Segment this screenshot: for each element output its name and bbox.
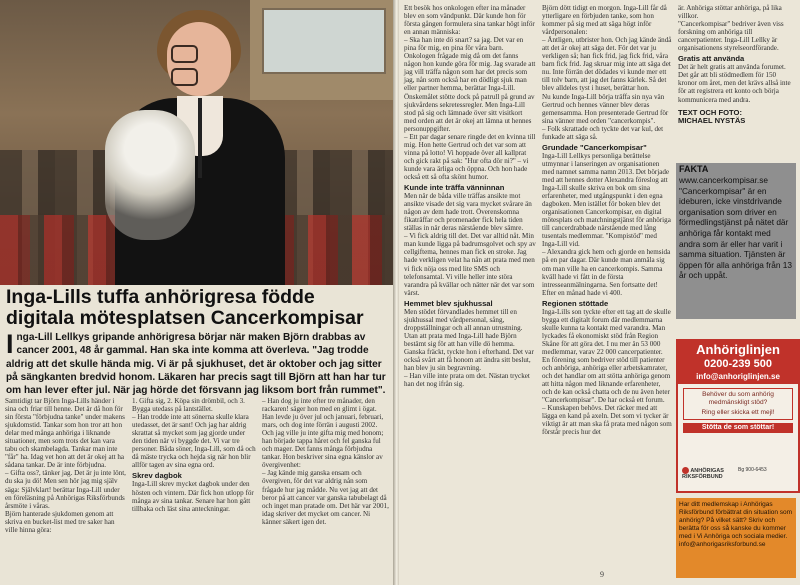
subheading: Regionen stöttade (542, 298, 609, 308)
ad-email: info@anhoriglinjen.se (678, 371, 798, 384)
ad-cta: Stötta de som stöttar! (683, 423, 793, 433)
ad-logos (682, 467, 792, 487)
article-headline: Inga-Lills tuffa anhörigresa födde digitala mötesplatsen Cancerkompisar (6, 286, 364, 329)
subheading: Kunde inte träffa vänninnan (404, 183, 505, 193)
ad-phone: 0200-239 500 (678, 358, 798, 371)
left-page (0, 0, 393, 585)
drop-cap: I (6, 329, 14, 359)
speaker-figure (115, 10, 285, 285)
anhoriglinjen-ad (676, 339, 800, 493)
bankgiro-info: Bg 900-6453 (738, 467, 767, 473)
subheading: Grundade "Cancerkompisar" (542, 142, 647, 152)
glasses (171, 45, 227, 61)
left-column-1: Samtidigt tar Björn Inga-Lills händer i sina och friar till henne. Det är då hon för sin första "förbjudna tanke" under makens sjukdomstid. Tankar som hon tror att hon delar med många anhöriga i liknande situationer, men som trots det kan vara tabu och skambelagda. Tankar man inte "får" ha. Idag vet hon att det är okej att ha sådana tankar. De är inte förbjudna. – Gifta oss?, tänker jag. Det är ju inte lönt, du ska ju dö! Men sen hör jag mig själv säga: Självklart! berättar Inga-Lill under en föreläsning på Anhörigas Riksförbunds årsmöte i våras. Björn hanterade sjukdomen genom att skriva en bucket-list med tre saker han ville hinna göra: (5, 397, 126, 534)
left-column-3: – Han dog ju inte efter tre månader, den rackaren! säger hon med en glimt i ögat. Han levde ju över jul och januari, februari, mars, och dog inte förrän i augusti 2002. Och jag ville ju inte gifta mig med honom; han började tappa håret och fel ganska ful och mager. Det fanns många förbjudna tankar. Hon beskriver sina egna känslor av övergivenhet: – Jag kände mig ganska ensam och övergiven, för det var aldrig nån som frågade hur jag mådde. Nu vet jag att det beror på att cancer var ganska tabubelagt då och inget man pratade om. Det här var 2001, idag skriver det mycket om cancer. Ni känner säkert igen det. (262, 397, 389, 526)
photo-credit-label: TEXT OCH FOTO: (678, 107, 742, 117)
right-column-2: Björn dött tidigt en morgon. Inga-Lill får då ytterligare en förbjuden tanke, som hon kommer på sig med att säga högt inför vårdpersonalen: – Äntligen, utbrister hon. Och jag kände ändå att det är okej att säga det. För det var ju verkligen så; han fick frid, jag fick frid, våra barn fick frid. Jag skruar mig inte att säga det nu. Inte förrän det dödades vi kunde mer ett till tolv barn, att jag det fanns kärlek. Så det blev alldeles tyst i huset, berättar hon. Nu kunde Inga-Lill börja träffa sin nya vän Gertrud och hennes vänner blev deras gemensamma. Hon presenterade Gertrud för sina vänner med orden "cancerkompis". – Folk skrattade och tyckte det var kul, det funkade att säga så. Grundade "Cancerkompisar" Inga-Lill Lellkys personliga berättelse utmynnar i lanseringen av organisationen med namnet samma namn 2013. Det började med att hennes dotter Alexandra föreslog att Inga-Lill skulle skriva en bok om sina erfarenheter, med utgångspunkt i den egna dagboken. Men istället för boken blev det organisationen Cancerkompisar, en digital mötesplats och matchningstjänst för anhöriga till cancerdrabbade närstående med lång tusentals medlemmar. "Kompistöd" med Inga-Lill vid. – Alexandra gick hem och gjorde en hemsida på en par dagar. Där kunde man anmäla sig om man ville ha en cancerkompis. Samma kväll hade vi fått in de första intresseanmälningarna. Sen fortsatte det! Efter en månad hade vi 400. Regionen stöttade Inga-Lills son tyckte efter ett tag att de skulle bygga ett digitalt forum där medlemmarna skulle kunna ta kontakt med varandra. Man lyckades få ekonomiskt stöd från Region Skåne för att göra det. I nu mer än 53 000 medlemmar, varav 22 000 cancerpatienter. En förening som bedriver stöd till patienter och anhöriga, anhöriga eller arbetskamrater, och det handlar om att stötta anhöriga genom att hitta någon med liknande erfarenheter, och de kan också chatta och de nu även heter "Cancerkompisar". De har också ett forum. – Kunskapen behövs. Det räcker med att lägga en kand på axeln. Det som vi tycker är viktigt är att man ska få prata med någon som förstår precis hur det (542, 4, 672, 437)
left-column-2: 1. Gifta sig, 2. Köpa sin drömbil, och 3. Bygga utedass på lantstället. – Han trodde inte att sönerna skulle klara utedasset, det är sant! Och jag har aldrig skrattat så mycket som jag gjorde under den tiden när vi byggde det. Vi var tre personer. Båda söner, Inga-Lill, som då och då mäste trycka och hejda sig när hon blir allför tagen av sina egna ord. Skrev dagbok Inga-Lill skrev mycket dagbok under den hösten och vintern. Där fick hon utlopp för många av sina tankar. Senare har hon gått tillbaka och läst sina anteckningar. (132, 397, 256, 513)
ad-title: Anhöriglinjen (678, 341, 798, 358)
ad-message: Behöver du som anhörig medmänskligt stöd? Ring eller skicka ett mejl! (683, 388, 793, 420)
reader-callout-box: Har ditt medlemskap i Anhörigas Riksförbund förbättrat din situation som anhörig? På vilket sätt? Skriv och berätta för oss så kanske du kommer med i Vi Anhöriga och sociala medier. info@anhorigasriksforbund.se (676, 498, 796, 578)
portrait-photo (0, 0, 393, 285)
fakta-heading: FAKTA (679, 164, 709, 174)
right-column-1: Ett besök hos onkologen efter ina månader blev en som vändpunkt. Där kunde hon för första gången formulera sina tankar högt inför en annan människa: – Ska han inte dö snart? sa jag. Det var en pina för mig, en pina för våra barn. Onkologen frågade mig då om det fanns någon hon kunde göra för mig. Jag svarade att jag vill träffa någon som har det precis som jag, nån som också har en dödligt sjuk man eller partner hemma, berättar Inga-Lill. Önskemålet stötte dock på patrull på grund av sjukvårdens sekretessregler. Men Inga-Lill stod på sig och lämnade över sitt visitkort med orden att det är okej att lämna ut hennes personuppgifter. – Ett par dagar senare ringde det en kvinna till mig. Hon hette Gertrud och det var som att vinna på lotto! Vi hoppade över all kallprat och gick rakt på sak: "Hur ofta dör ni?" – vi kunde vara ärliga och öppna. Och hon hade också ett så ofta skönt humor. Kunde inte träffa vänninnan Men när de båda ville träffas ansikte mot ansikte visade det sig vara mycket svårare än någon av dem hade trott. Överenskomna fikaträffar och promenader fick hela tiden ställas in när deras närstående blev sämre. – Vi fick aldrig till det. Det var alltid nåt. Min man kunde ligga på badrumsgolvet och spy av cellgiftema, hennes man fick en stroke. Jag hade verkligen velat ha nån att prata med men vi fick nöja oss med lite SMS och telefonsamtal. Vi ville heller inte störa varandra på kvällar och nätter när det var som värst. Hemmet blev sjukhussal Men stödet förvandlades hemmet till en sjukhussal med vårdpersonal, sång, droppställningar och all annan utrustning. Utan att prata med Inga-Lill hade Björn bestämt sig för att han ville dö hemma. Ganska fräckt, tyckte hon i efterhand. Det var också svårt att få honom att ändra sitt beslut, han blev ju sin begravning. – Han ville inte prata om det. Nästan trycket han det nog ifrån sig. (404, 4, 536, 389)
fakta-box (676, 163, 796, 319)
subheading: Gratis att använda (678, 54, 745, 64)
riksforbund-logo: ANHÖRIGAS RIKSFÖRBUND (682, 467, 724, 480)
page-number: 9 (600, 570, 604, 579)
logo-dot-icon (682, 467, 689, 474)
photo-credit-name: MICHAEL NYSTÄS (678, 115, 746, 125)
flower-bouquet (105, 110, 195, 240)
subheading: Hemmet blev sjukhussal (404, 298, 493, 308)
fakta-body: www.cancerkompisar.se "Cancerkompisar" är en ideburen, icke vinstdrivande organisation som driver en förmedlingstjänst på nätet där anhöriga får kontakt med andra som är eller har varit i samma situation. Tjänsten är öppen för alla anhöriga från 13 år och uppåt. (679, 175, 793, 281)
right-column-3: är. Anhöriga stöttar anhöriga, på lika villkor. "Cancerkompisar" bedriver även viss forskning om anhöriga till cancerpatienter. Inga-Lill Lellky är organisationens styrelseordförande. Gratis att använda Det är helt gratis att använda forumet. Det går att bli stödmedlem för 150 kronor om året, men det krävs allså inte för att registrera ett konto och börja kommunicera med andra. TEXT OCH FOTO: MICHAEL NYSTÄS (678, 4, 796, 125)
article-lead: Inga-Lill Lellkys gripande anhörigresa börjar när maken Björn drabbas av cancer 2001, 48 år gammal. Han ska inte komma att överleva. "Jag trodde aldrig att det skulle hända mig. Vi är på sjukhuset, det är oktober och jag sitter på sängkanten bredvid honom. Läkaren har precis sagt till Björn att han har tur om han lever efter jul. När jag hörde det försvann jag liksom bort från rummet". (6, 329, 386, 397)
subheading: Skrev dagbok (132, 471, 182, 481)
